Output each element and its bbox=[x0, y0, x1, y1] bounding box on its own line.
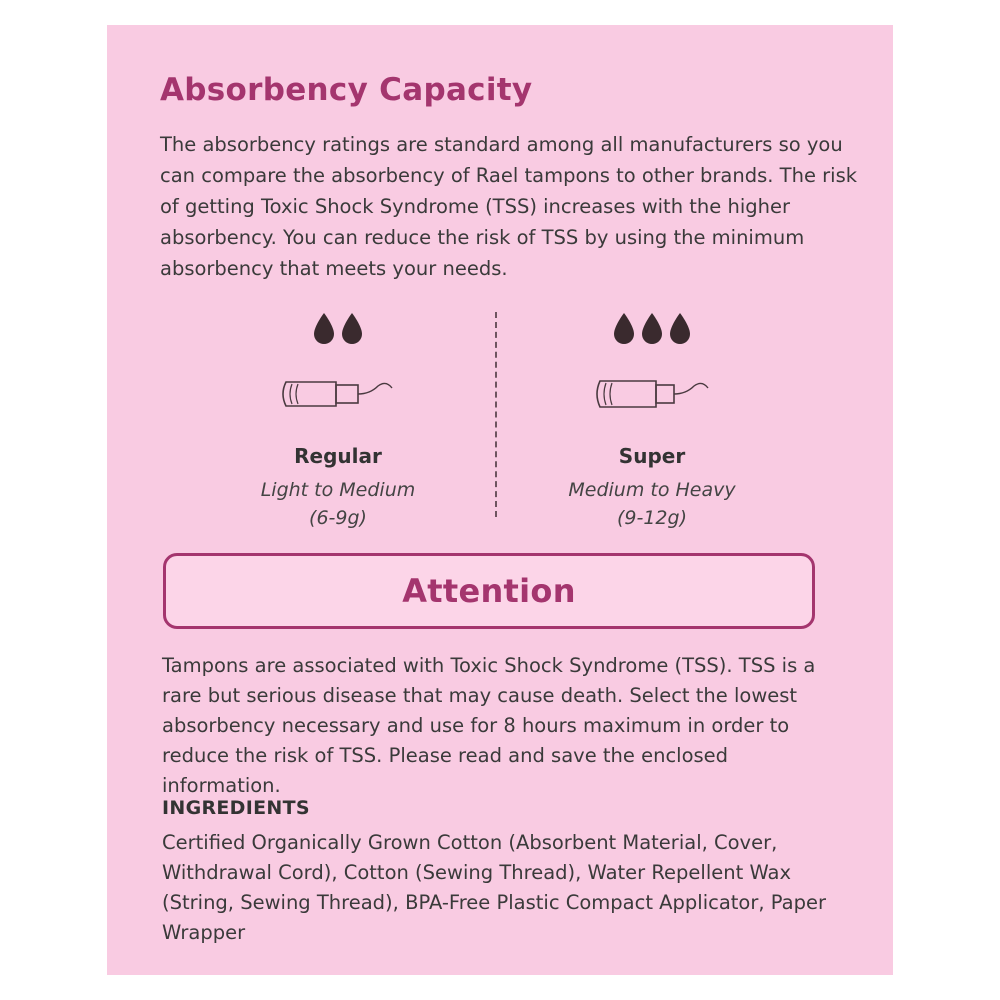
drops-super bbox=[502, 312, 802, 352]
ingredients-text: Certified Organically Grown Cotton (Absorbent Material, Cover, Withdrawal Cord), Cotton (Sewing Thread), Water Repellent Wax (String, Sewing Thread), BPA-Free Plastic Compact Applicator, Paper Wrapper bbox=[162, 831, 826, 944]
absorbency-heading: Absorbency Capacity bbox=[160, 72, 533, 108]
option-super bbox=[502, 312, 802, 532]
ingredients-title: INGREDIENTS bbox=[162, 797, 310, 819]
column-divider bbox=[495, 312, 497, 517]
drop-icon bbox=[640, 312, 664, 346]
option-range: (6-9g) bbox=[309, 507, 367, 529]
option-name: Super bbox=[618, 444, 686, 468]
drop-icon bbox=[612, 312, 636, 346]
absorbency-intro: The absorbency ratings are standard among all manufacturers so you can compare the absorbency of Rael tampons to other brands. The risk of getting Toxic Shock Syndrome (TSS) increases with the higher absorbency. You can reduce the risk of TSS by using the minimum absorbency that meets your needs. bbox=[160, 133, 858, 280]
option-regular bbox=[188, 312, 488, 532]
attention-text: Tampons are associated with Toxic Shock Syndrome (TSS). TSS is a rare but serious disease that may cause death. Select the lowest absorbency necessary and use for 8 hours maximum in order to reduce the risk of TSS. Please read and save the enclosed information. bbox=[162, 654, 816, 797]
option-range: (9-12g) bbox=[616, 507, 687, 529]
drop-icon bbox=[312, 312, 336, 346]
attention-title: Attention bbox=[402, 572, 576, 610]
option-name: Regular bbox=[294, 444, 382, 468]
drop-icon bbox=[668, 312, 692, 346]
attention-box bbox=[163, 553, 815, 629]
drops-regular bbox=[188, 312, 488, 352]
option-flow: Light to Medium bbox=[260, 479, 416, 501]
drop-icon bbox=[340, 312, 364, 346]
tampon-icon bbox=[502, 374, 802, 424]
option-flow: Medium to Heavy bbox=[568, 479, 736, 501]
tampon-icon bbox=[188, 374, 488, 424]
